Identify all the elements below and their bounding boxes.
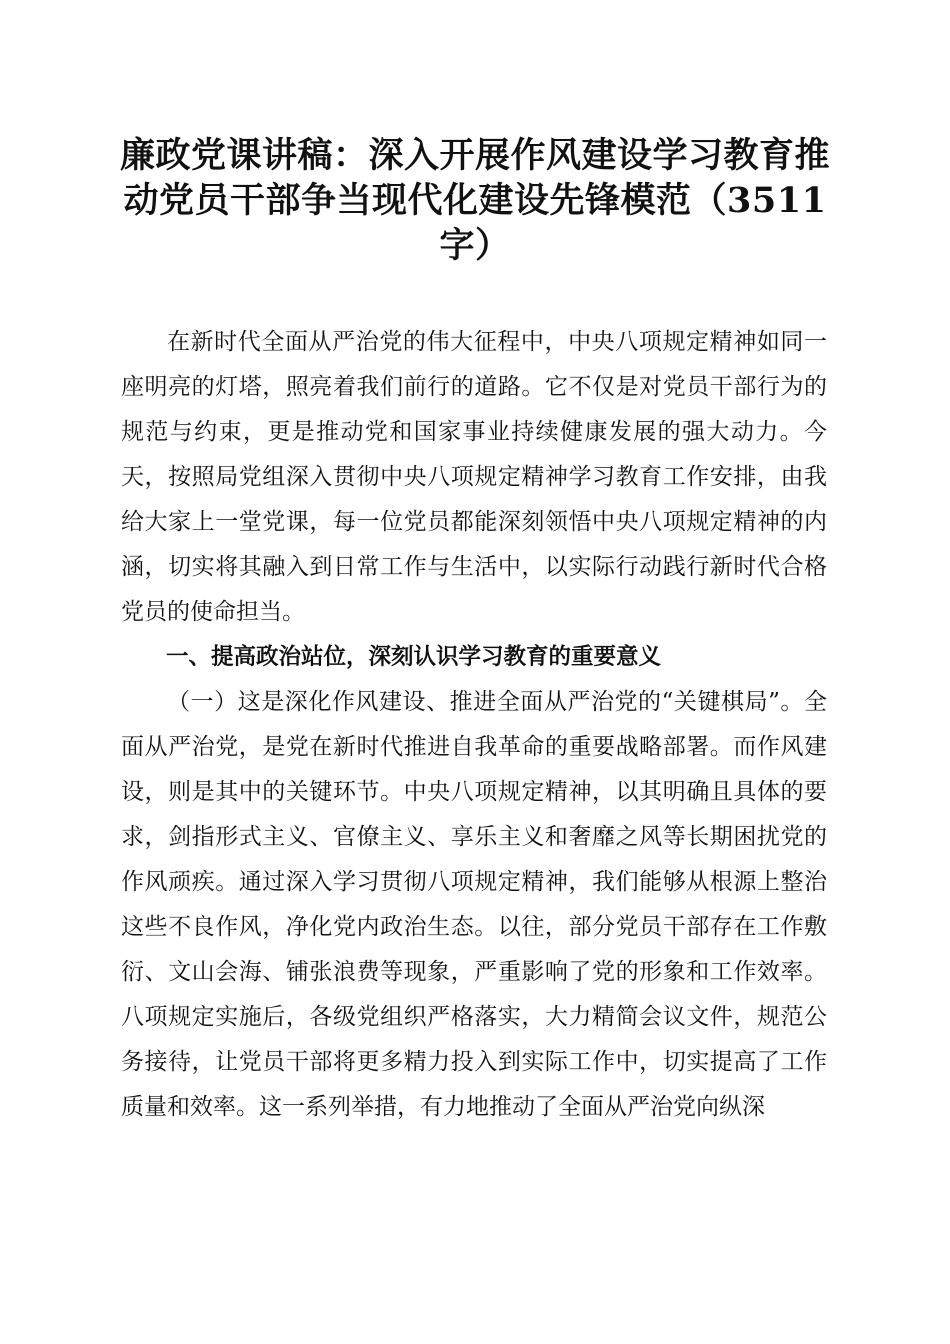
subsection-paragraph-1: （一）这是深化作风建设、推进全面从严治党的“关键棋局”。全面从严治党，是党在新时代推进自我革命的重要战略部署。而作风建设，则是其中的关键环节。中央八项规定精神，以其明确且具体的要求，剑指形式主义、官僚主义、享乐主义和奢靡之风等长期困扰党的作风顽疾。通过深入学习贯彻八项规定精神，我们能够从根源上整治这些不良作风，净化党内政治生态。以往，部分党员干部存在工作敷衍、文山会海、铺张浪费等现象，严重影响了党的形象和工作效率。八项规定实施后，各级党组织严格落实，大力精简会议文件，规范公务接待，让党员干部将更多精力投入到实际工作中，切实提高了工作质量和效率。这一系列举措，有力地推动了全面从严治党向纵深 xyxy=(121,689,827,1120)
document-body xyxy=(121,320,827,1130)
intro-paragraph: 在新时代全面从严治党的伟大征程中，中央八项规定精神如同一座明亮的灯塔，照亮着我们前行的道路。它不仅是对党员干部行为的规范与约束，更是推动党和国家事业持续健康发展的强大动力。今天，按照局党组深入贯彻中央八项规定精神学习教育工作安排，由我给大家上一堂党课，每一位党员都能深刻领悟中央八项规定精神的内涵，切实将其融入到日常工作与生活中，以实际行动践行新时代合格党员的使命担当。 xyxy=(121,329,827,625)
section-heading-1: 一、提高政治站位，深刻认识学习教育的重要意义 xyxy=(166,644,662,670)
document-title: 廉政党课讲稿：深入开展作风建设学习教育推动党员干部争当现代化建设先锋模范（3511字） xyxy=(119,135,830,266)
